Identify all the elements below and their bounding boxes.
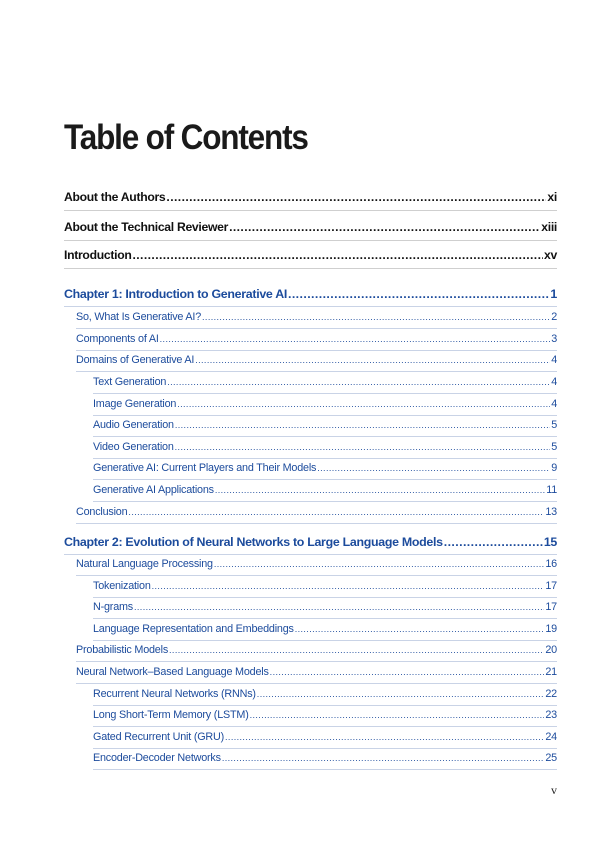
- toc-entry-page: 4: [551, 398, 557, 410]
- toc-section[interactable]: [76, 558, 557, 570]
- divider: [93, 501, 557, 502]
- divider: [93, 618, 557, 619]
- divider: [76, 371, 557, 372]
- divider: [93, 436, 557, 437]
- toc-entry-page: 1: [550, 287, 557, 301]
- divider: [76, 661, 557, 662]
- dot-leader: [229, 220, 540, 234]
- dot-leader: [134, 602, 544, 612]
- toc-entry-page: 21: [545, 666, 557, 678]
- toc-subsection[interactable]: [93, 419, 557, 431]
- toc-entry-label: Introduction: [64, 248, 132, 262]
- toc-entry-label: Conclusion: [76, 506, 128, 518]
- page-number: v: [551, 783, 557, 797]
- divider: [76, 575, 557, 576]
- dot-leader: [270, 667, 545, 677]
- dot-leader: [214, 559, 545, 569]
- divider: [93, 597, 557, 598]
- dot-leader: [288, 287, 549, 301]
- toc-entry-label: Recurrent Neural Networks (RNNs): [93, 688, 256, 700]
- toc-section[interactable]: [76, 506, 557, 518]
- dot-leader: [132, 248, 543, 262]
- toc-subsection[interactable]: [93, 484, 557, 496]
- toc-entry-page: 3: [551, 333, 557, 345]
- toc-subsection[interactable]: [93, 462, 557, 474]
- toc-entry-page: 19: [545, 623, 557, 635]
- dot-leader: [166, 190, 546, 204]
- toc-entry-page: xi: [547, 190, 557, 204]
- dot-leader: [444, 535, 543, 549]
- page-title: Table of Contents: [64, 118, 308, 157]
- toc-entry-label: About the Authors: [64, 190, 166, 204]
- divider: [64, 268, 557, 269]
- dot-leader: [167, 377, 550, 387]
- toc-entry-label: Generative AI Applications: [93, 484, 214, 496]
- dot-leader: [222, 753, 545, 763]
- toc-entry-introduction[interactable]: [64, 248, 557, 262]
- toc-subsection[interactable]: [93, 752, 557, 764]
- toc-entry-label: So, What Is Generative AI?: [76, 311, 202, 323]
- divider: [64, 210, 557, 211]
- toc-entry-label: Encoder-Decoder Networks: [93, 752, 221, 764]
- toc-subsection[interactable]: [93, 398, 557, 410]
- toc-subsection[interactable]: [93, 688, 557, 700]
- divider: [76, 350, 557, 351]
- toc-entry-page: 5: [551, 441, 557, 453]
- toc-subsection[interactable]: [93, 601, 557, 613]
- toc-entry-about-technical-reviewer[interactable]: [64, 220, 557, 234]
- toc-entry-page: 16: [545, 558, 557, 570]
- toc-entry-label: Tokenization: [93, 580, 151, 592]
- divider: [93, 769, 557, 770]
- toc-entry-label: Neural Network–Based Language Models: [76, 666, 269, 678]
- toc-entry-page: 24: [545, 731, 557, 743]
- toc-chapter-1[interactable]: [64, 287, 557, 301]
- toc-entry-page: 5: [551, 419, 557, 431]
- dot-leader: [177, 399, 550, 409]
- toc-entry-page: 15: [543, 535, 557, 549]
- dot-leader: [202, 312, 550, 322]
- toc-entry-label: Long Short-Term Memory (LSTM): [93, 709, 249, 721]
- toc-entry-page: 23: [545, 709, 557, 721]
- toc-entry-page: xv: [544, 248, 557, 262]
- divider: [76, 683, 557, 684]
- toc-entry-label: Domains of Generative AI: [76, 354, 195, 366]
- dot-leader: [175, 442, 551, 452]
- toc-entry-label: Components of AI: [76, 333, 159, 345]
- toc-entry-page: 20: [545, 644, 557, 656]
- toc-entry-page: 4: [551, 354, 557, 366]
- toc-entry-page: 25: [545, 752, 557, 764]
- dot-leader: [250, 710, 545, 720]
- dot-leader: [169, 645, 544, 655]
- dot-leader: [317, 463, 550, 473]
- divider: [64, 240, 557, 241]
- toc-subsection[interactable]: [93, 580, 557, 592]
- divider: [93, 479, 557, 480]
- divider: [93, 415, 557, 416]
- divider: [93, 640, 557, 641]
- dot-leader: [152, 581, 545, 591]
- toc-entry-label: Audio Generation: [93, 419, 174, 431]
- toc-section[interactable]: [76, 666, 557, 678]
- toc-entry-label: N-grams: [93, 601, 133, 613]
- toc-section[interactable]: [76, 311, 557, 323]
- toc-entry-label: Video Generation: [93, 441, 174, 453]
- dot-leader: [128, 507, 544, 517]
- toc-subsection[interactable]: [93, 441, 557, 453]
- divider: [76, 523, 557, 524]
- toc-entry-label: Generative AI: Current Players and Their Models: [93, 462, 317, 474]
- divider: [93, 705, 557, 706]
- toc-subsection[interactable]: [93, 623, 557, 635]
- toc-entry-page: 11: [546, 484, 557, 496]
- toc-entry-label: Image Generation: [93, 398, 177, 410]
- dot-leader: [160, 334, 551, 344]
- toc-entry-label: Probabilistic Models: [76, 644, 169, 656]
- divider: [93, 458, 557, 459]
- dot-leader: [225, 732, 544, 742]
- dot-leader: [195, 355, 550, 365]
- toc-entry-label: Chapter 1: Introduction to Generative AI: [64, 287, 287, 301]
- toc-section[interactable]: [76, 354, 557, 366]
- toc-entry-label: Text Generation: [93, 376, 167, 388]
- toc-entry-page: 13: [545, 506, 557, 518]
- divider: [93, 393, 557, 394]
- toc-entry-label: About the Technical Reviewer: [64, 220, 229, 234]
- dot-leader: [295, 624, 545, 634]
- dot-leader: [175, 420, 550, 430]
- divider: [64, 306, 557, 307]
- toc-entry-label: Chapter 2: Evolution of Neural Networks to Large Language Models: [64, 535, 443, 549]
- toc-subsection[interactable]: [93, 376, 557, 388]
- toc-subsection[interactable]: [93, 709, 557, 721]
- toc-entry-page: 2: [551, 311, 557, 323]
- toc-entry-label: Natural Language Processing: [76, 558, 213, 570]
- toc-entry-page: 4: [551, 376, 557, 388]
- divider: [64, 554, 557, 555]
- toc-entry-about-authors[interactable]: [64, 190, 557, 204]
- toc-entry-page: 17: [545, 580, 557, 592]
- toc-entry-page: 9: [551, 462, 557, 474]
- toc-section[interactable]: [76, 333, 557, 345]
- toc-section[interactable]: [76, 644, 557, 656]
- divider: [93, 748, 557, 749]
- toc-entry-label: Language Representation and Embeddings: [93, 623, 294, 635]
- toc-entry-page: 17: [545, 601, 557, 613]
- divider: [76, 328, 557, 329]
- divider: [93, 726, 557, 727]
- dot-leader: [257, 689, 545, 699]
- toc-subsection[interactable]: [93, 731, 557, 743]
- toc-entry-label: Gated Recurrent Unit (GRU): [93, 731, 225, 743]
- toc-entry-page: xiii: [541, 220, 557, 234]
- toc-entry-page: 22: [545, 688, 557, 700]
- toc-chapter-2[interactable]: [64, 535, 557, 549]
- dot-leader: [215, 485, 545, 495]
